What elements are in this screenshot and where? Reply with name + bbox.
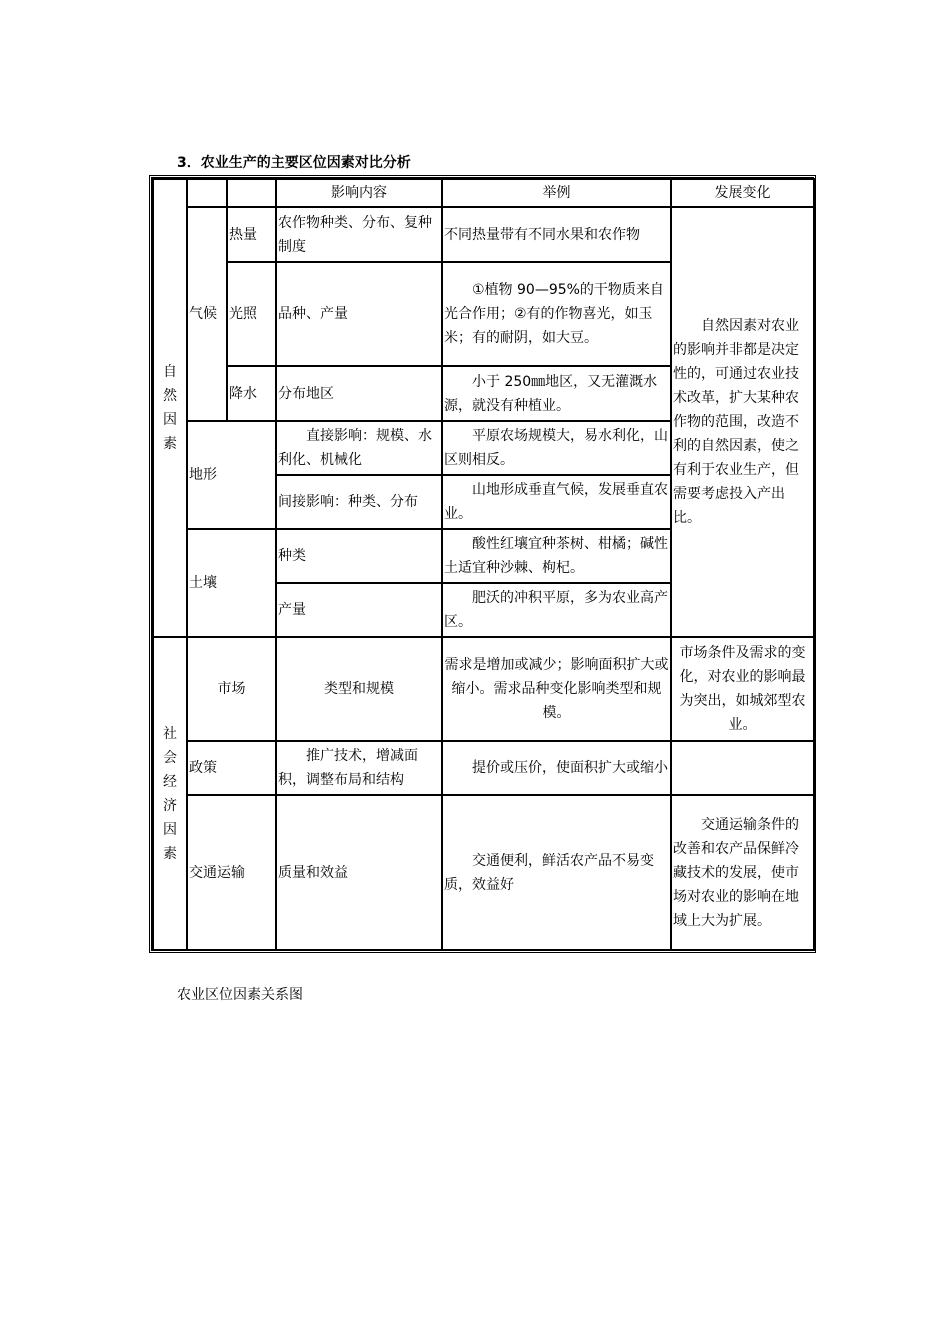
heat-example: 不同热量带有不同水果和农作物 [442, 207, 671, 262]
market-example: 需求是增加或减少；影响面积扩大或缩小。需求品种变化影响类型和规模。 [442, 637, 671, 741]
precip-example: 小于 250㎜地区，又无灌溉水源，就没有种植业。 [442, 366, 671, 421]
header-development: 发展变化 [671, 179, 814, 207]
page-title: 3．农业生产的主要区位因素对比分析 [177, 155, 411, 171]
light-label: 光照 [227, 262, 276, 366]
header-blank-a [187, 179, 227, 207]
transport-label: 交通运输 [187, 795, 276, 950]
table-row [153, 741, 814, 795]
heat-label: 热量 [227, 207, 276, 262]
natural-development: 自然因素对农业的影响并非都是决定性的，可通过农业技术改革，扩大某种农作物的范围，改造不利的自然因素，使之有利于农业生产，但需要考虑投入产出比。 [671, 207, 814, 637]
header-blank-b [227, 179, 276, 207]
header-row [153, 179, 814, 207]
soil-yield-example: 肥沃的冲积平原，多为农业高产区。 [442, 583, 671, 637]
diagram-caption: 农业区位因素关系图 [177, 987, 303, 1003]
terrain-indirect-influence: 间接影响：种类、分布 [276, 475, 442, 529]
header-example: 举例 [442, 179, 671, 207]
terrain-label: 地形 [187, 421, 276, 529]
terrain-indirect-example: 山地形成垂直气候，发展垂直农业。 [442, 475, 671, 529]
policy-example: 提价或压价，使面积扩大或缩小 [442, 741, 671, 795]
soil-type-influence: 种类 [276, 529, 442, 583]
light-example: ①植物 90—95%的干物质来自光合作用；②有的作物喜光，如玉米；有的耐阴，如大豆。 [442, 262, 671, 366]
precip-influence: 分布地区 [276, 366, 442, 421]
policy-influence: 推广技术，增减面积，调整布局和结构 [276, 741, 442, 795]
factor-comparison-table [149, 175, 816, 953]
soil-yield-influence: 产量 [276, 583, 442, 637]
market-influence: 类型和规模 [276, 637, 442, 741]
table-row [153, 207, 814, 262]
table-row [153, 637, 814, 741]
market-development: 市场条件及需求的变化，对农业的影响最为突出，如城郊型农业。 [671, 637, 814, 741]
climate-label: 气候 [187, 207, 227, 421]
precip-label: 降水 [227, 366, 276, 421]
policy-development [671, 741, 814, 795]
market-label: 市场 [187, 637, 276, 741]
table-row [153, 795, 814, 950]
soil-type-example: 酸性红壤宜种茶树、柑橘；碱性土适宜种沙棘、枸杞。 [442, 529, 671, 583]
terrain-direct-influence: 直接影响：规模、水利化、机械化 [276, 421, 442, 475]
heat-influence: 农作物种类、分布、复种制度 [276, 207, 442, 262]
terrain-direct-example: 平原农场规模大，易水利化，山区则相反。 [442, 421, 671, 475]
soil-label: 土壤 [187, 529, 276, 637]
transport-example: 交通便利，鲜活农产品不易变质，效益好 [442, 795, 671, 950]
header-influence: 影响内容 [276, 179, 442, 207]
policy-label: 政策 [187, 741, 276, 795]
social-factors-group: 社 会 经 济 因 素 [153, 637, 187, 950]
natural-factors-group: 自 然 因 素 [153, 179, 187, 637]
transport-influence: 质量和效益 [276, 795, 442, 950]
light-influence: 品种、产量 [276, 262, 442, 366]
transport-development: 交通运输条件的改善和农产品保鲜冷藏技术的发展，使市场对农业的影响在地域上大为扩展。 [671, 795, 814, 950]
